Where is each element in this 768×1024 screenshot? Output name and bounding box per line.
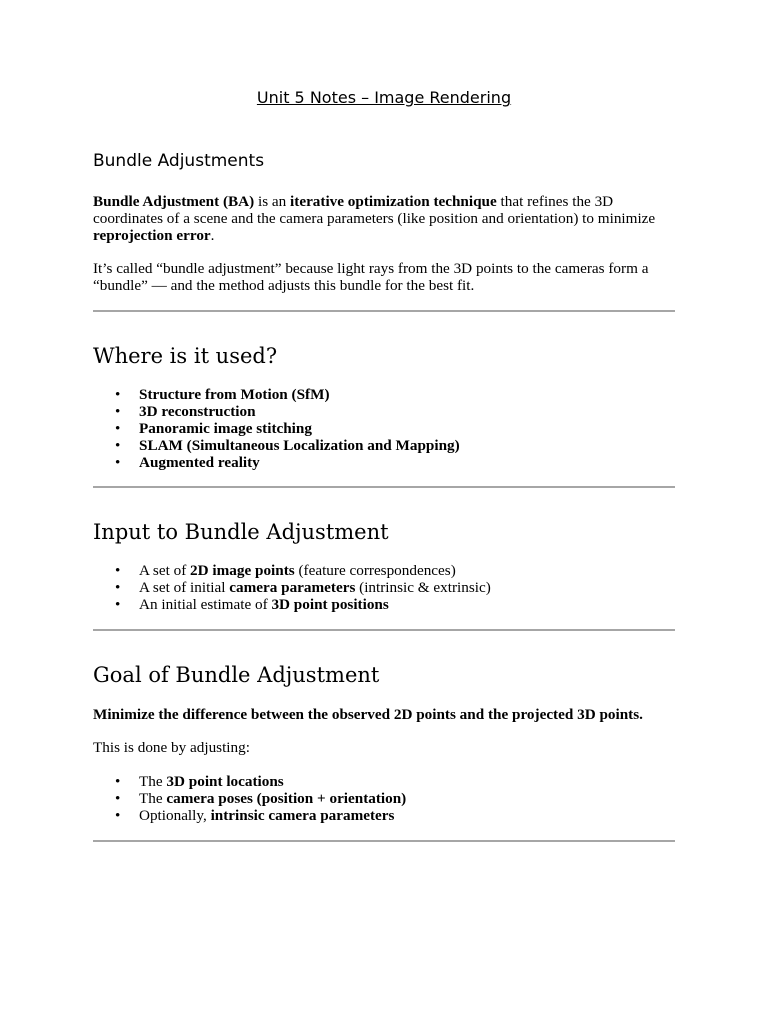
list-item-term: 3D point locations [166, 773, 284, 790]
bullet-icon: • [115, 807, 121, 824]
bullet-icon: • [115, 579, 121, 596]
bundle-definition-paragraph [93, 193, 675, 244]
text-fragment: The [139, 773, 167, 790]
text-fragment: that refines the 3D coordinates of a scene and the camera parameters (like position and orientation) to minimize [93, 193, 656, 227]
goal-statement [93, 706, 675, 723]
bullet-icon: • [115, 420, 121, 437]
text-fragment: . [210, 227, 215, 244]
list-item [93, 437, 460, 454]
list-item [93, 790, 406, 807]
bullet-icon: • [115, 562, 121, 579]
bundle-heading: Bundle Adjustments [93, 151, 265, 171]
bullet-icon: • [115, 596, 121, 613]
term-reprojection: reprojection error [93, 227, 211, 244]
list-item [93, 420, 460, 437]
goal-list [93, 773, 406, 824]
goal-intro: This is done by adjusting: [93, 739, 250, 756]
list-item [93, 579, 491, 596]
list-item-term: intrinsic camera parameters [210, 807, 395, 824]
goal-heading: Goal of Bundle Adjustment [93, 663, 380, 687]
bullet-icon: • [115, 437, 121, 454]
list-item-text: SLAM (Simultaneous Localization and Mapping) [139, 437, 460, 454]
list-item-text: Structure from Motion (SfM) [139, 386, 330, 403]
goal-statement-text: Minimize the difference between the observed 2D points and the projected 3D points. [93, 706, 643, 723]
list-item-text: Augmented reality [139, 454, 260, 471]
list-item [93, 386, 460, 403]
used-heading: Where is it used? [93, 344, 278, 368]
text-fragment: Optionally, [139, 807, 211, 824]
input-list [93, 562, 491, 613]
list-item [93, 562, 491, 579]
bullet-icon: • [115, 403, 121, 420]
list-item-term: camera poses (position + orientation) [166, 790, 407, 807]
text-fragment: (feature correspondences) [294, 562, 456, 579]
list-item-text: Panoramic image stitching [139, 420, 312, 437]
list-item [93, 807, 406, 824]
bullet-icon: • [115, 790, 121, 807]
bullet-icon: • [115, 773, 121, 790]
list-item-term: 2D image points [190, 562, 295, 579]
text-fragment: is an [254, 193, 291, 210]
list-item-term: camera parameters [229, 579, 356, 596]
bullet-icon: • [115, 454, 121, 471]
input-heading: Input to Bundle Adjustment [93, 520, 389, 544]
bundle-explanation-paragraph: It’s called “bundle adjustment” because light rays from the 3D points to the cameras form a “bundle” — and the method adjusts this bundle for the best fit. [93, 260, 649, 294]
text-fragment: An initial estimate of [139, 596, 272, 613]
list-item [93, 403, 460, 420]
list-item [93, 773, 406, 790]
list-item [93, 454, 460, 471]
list-item-text: 3D reconstruction [139, 403, 256, 420]
list-item-term: 3D point positions [271, 596, 389, 613]
section-divider [93, 840, 675, 842]
term-ba: Bundle Adjustment (BA) [93, 193, 255, 210]
section-divider [93, 629, 675, 631]
bullet-icon: • [115, 386, 121, 403]
section-divider [93, 310, 675, 312]
list-item [93, 596, 491, 613]
text-fragment: The [139, 790, 167, 807]
text-fragment: A set of initial [139, 579, 230, 596]
text-fragment: (intrinsic & extrinsic) [355, 579, 491, 596]
term-iterative: iterative optimization technique [290, 193, 497, 210]
document-title: Unit 5 Notes – Image Rendering [256, 88, 512, 107]
text-fragment: A set of [139, 562, 191, 579]
section-divider [93, 486, 675, 488]
used-list [93, 386, 460, 471]
